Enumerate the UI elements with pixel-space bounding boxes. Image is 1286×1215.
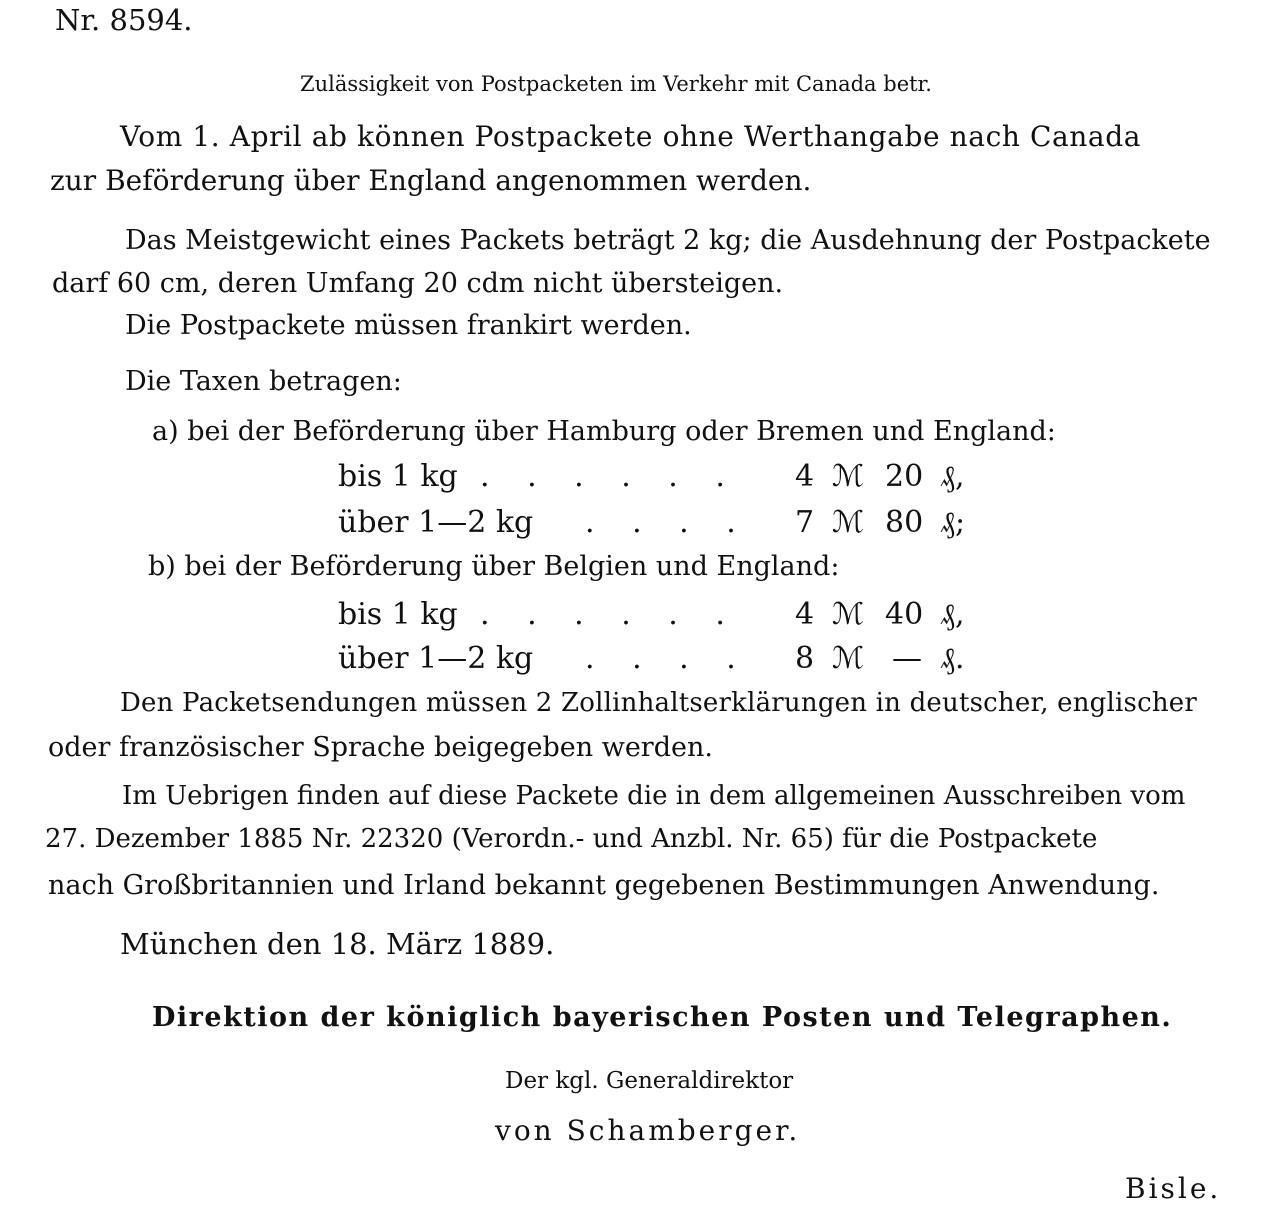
rate-leader-dots: . . . . . . <box>480 597 739 632</box>
mark-symbol: ℳ <box>832 459 865 494</box>
taxes-intro: Die Taxen betragen: <box>125 366 402 397</box>
rate-mark: 8 <box>795 641 815 676</box>
rate-pfennig: — <box>892 641 922 676</box>
rate-leader-dots: . . . . <box>585 505 750 540</box>
rate-leader-dots: . . . . . . <box>480 459 739 494</box>
signatory-title: Der kgl. Generaldirektor <box>505 1068 794 1094</box>
mark-symbol: ℳ <box>832 641 865 676</box>
clerk-signature: Bisle. <box>1125 1172 1222 1205</box>
signatory-name: von Schamberger. <box>495 1114 801 1147</box>
rate-mark: 4 <box>795 459 815 494</box>
paragraph-line: zur Beförderung über England angenommen werden. <box>50 164 812 197</box>
rate-mark: 7 <box>795 505 815 540</box>
rate-pfennig: 20 <box>885 459 924 494</box>
route-a-heading: a) bei der Beförderung über Hamburg oder Bremen und England: <box>152 416 1056 447</box>
rate-leader-dots: . . . . <box>585 641 750 676</box>
paragraph-line: Vom 1. April ab können Postpackete ohne Werthangabe nach Canada <box>120 120 1142 153</box>
date-line: München den 18. März 1889. <box>120 927 555 961</box>
paragraph-line: oder französischer Sprache beigegeben werden. <box>48 732 713 763</box>
paragraph-line: 27. Dezember 1885 Nr. 22320 (Verordn.- und Anzbl. Nr. 65) für die Postpackete <box>45 824 1098 854</box>
rate-weight: über 1—2 kg <box>338 505 534 540</box>
mark-symbol: ℳ <box>832 505 865 540</box>
document-subject: Zulässigkeit von Postpacketen im Verkehr mit Canada betr. <box>300 72 932 96</box>
mark-symbol: ℳ <box>832 597 865 632</box>
rate-weight: bis 1 kg <box>338 459 458 494</box>
authority-heading: Direktion der königlich bayerischen Posten und Telegraphen. <box>152 1002 1173 1033</box>
rate-weight: über 1—2 kg <box>338 641 534 676</box>
rate-weight: bis 1 kg <box>338 597 458 632</box>
paragraph-line: Im Uebrigen finden auf diese Packete die in dem allgemeinen Ausschreiben vom <box>122 781 1186 811</box>
pfennig-symbol: ₰, <box>940 459 965 494</box>
document-number: Nr. 8594. <box>55 3 193 37</box>
paragraph-line: nach Großbritannien und Irland bekannt gegebenen Bestimmungen Anwendung. <box>48 870 1160 901</box>
pfennig-symbol: ₰, <box>940 597 965 632</box>
paragraph-line: Den Packetsendungen müssen 2 Zollinhaltserklärungen in deutscher, englischer <box>120 688 1198 718</box>
paragraph-line: Die Postpackete müssen frankirt werden. <box>125 310 692 341</box>
route-b-heading: b) bei der Beförderung über Belgien und England: <box>148 551 840 582</box>
pfennig-symbol: ₰; <box>940 505 966 540</box>
rate-pfennig: 40 <box>885 597 924 632</box>
paragraph-line: Das Meistgewicht eines Packets beträgt 2 kg; die Ausdehnung der Postpackete <box>125 225 1211 256</box>
rate-mark: 4 <box>795 597 815 632</box>
rate-pfennig: 80 <box>885 505 924 540</box>
pfennig-symbol: ₰. <box>940 641 965 676</box>
paragraph-line: darf 60 cm, deren Umfang 20 cdm nicht übersteigen. <box>52 268 784 299</box>
